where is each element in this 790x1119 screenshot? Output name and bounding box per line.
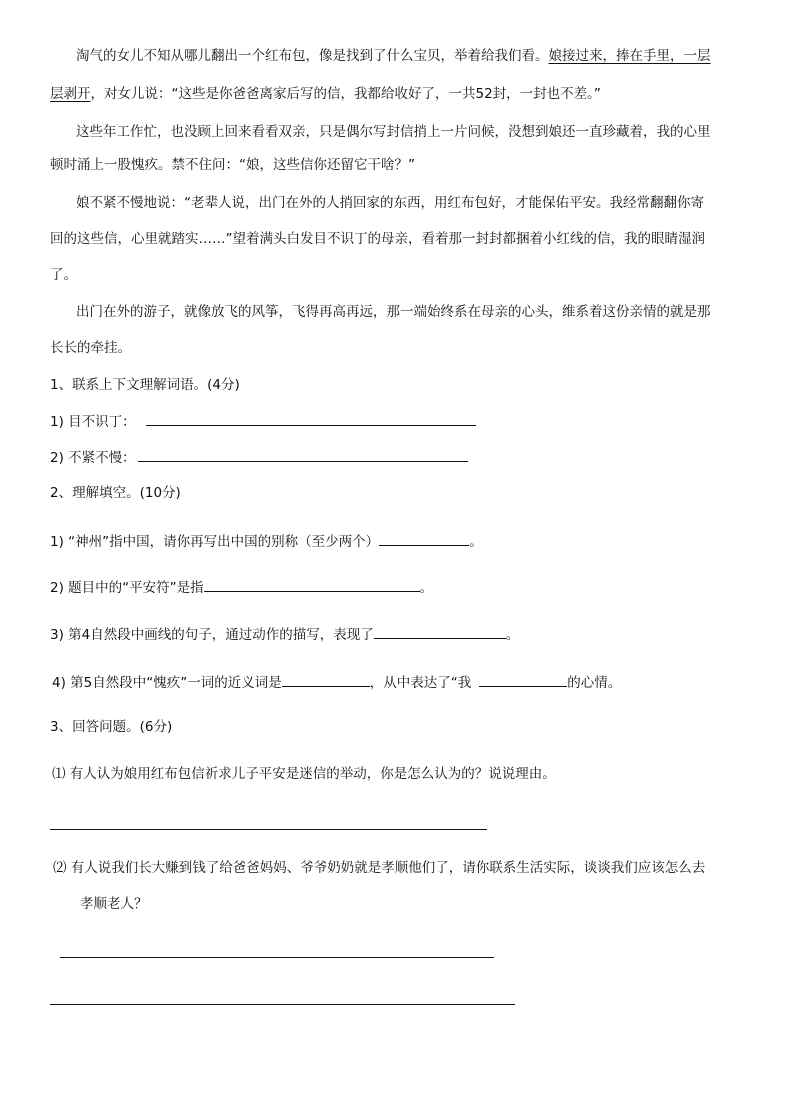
q3-item-a: ⑴ 有人认为娘用红布包信祈求儿子平安是迷信的举动，你是怎么认为的？说说理由。 <box>52 766 556 782</box>
passage-p3-line1: 娘不紧不慢地说：“老辈人说，出门在外的人捎回家的东西，用红布包好，才能保佑平安。我经常翻翻你寄 <box>76 195 704 211</box>
q2-heading: 2、理解填空。(10分) <box>50 485 181 501</box>
q2-c-end: 。 <box>505 627 520 643</box>
q2-d-end: 的心情。 <box>567 675 622 691</box>
q3-b-answer-line-2[interactable] <box>50 1004 515 1005</box>
q2-b-end: 。 <box>419 580 434 596</box>
q2-c-blank[interactable] <box>374 624 506 639</box>
q2-item-b <box>50 577 433 598</box>
underlined-sentence-cont: 层剥开 <box>50 86 91 102</box>
q1-item-a <box>50 411 476 432</box>
passage-p4-line1: 出门在外的游子，就像放飞的风筝，飞得再高再远，那一端始终系在母亲的心头，维系着这份亲情的就是那 <box>76 304 711 320</box>
q2-item-a <box>50 531 483 552</box>
q1-a-label: 1) 目不识丁： <box>50 414 136 430</box>
q1-b-label: 2) 不紧不慢： <box>50 450 136 466</box>
passage-p1-line2 <box>50 84 601 104</box>
q2-b-text: 2) 题目中的“平安符”是指 <box>50 580 204 596</box>
q2-d-mid: ，从中表达了“我 <box>369 675 472 691</box>
passage-p2-line2: 顿时涌上一股愧疚。禁不住问：“娘，这些信你还留它干啥？” <box>50 157 415 173</box>
q3-item-b-line2: 孝顺老人？ <box>80 896 148 912</box>
underlined-sentence: 娘接过来，捧在手里，一层 <box>548 48 711 64</box>
q2-d-blank-1[interactable] <box>282 672 370 687</box>
q2-item-c <box>50 624 519 645</box>
passage-text: 淘气的女儿不知从哪儿翻出一个红布包，像是找到了什么宝贝，举着给我们看。 <box>76 48 549 64</box>
passage-text: ，对女儿说：“这些是你爸爸离家后写的信，我都给收好了，一共52封，一封也不差。” <box>90 86 601 102</box>
q3-a-answer-line[interactable] <box>50 829 487 830</box>
q2-a-end: 。 <box>469 534 483 550</box>
q2-a-text: 1) “神州”指中国，请你再写出中国的别称（至少两个） <box>50 534 380 550</box>
q2-a-blank[interactable] <box>379 531 469 546</box>
q1-heading: 1、联系上下文理解词语。(4分) <box>50 377 240 393</box>
passage-p3-line2: 回的这些信，心里就踏实……”望着满头白发目不识丁的母亲，看着那一封封都捆着小红线的信，我的眼睛湿润 <box>50 231 705 247</box>
passage-p2-line1: 这些年工作忙，也没顾上回来看看双亲，只是偶尔写封信捎上一片问候，没想到娘还一直珍藏着，我的心里 <box>76 124 711 140</box>
q2-d-text: 4) 第5自然段中“愧疚”一词的近义词是 <box>52 675 282 691</box>
passage-p3-line3: 了。 <box>50 267 77 283</box>
q1-a-blank[interactable] <box>146 411 476 426</box>
q1-b-blank[interactable] <box>138 447 468 462</box>
q2-c-text: 3) 第4自然段中画线的句子，通过动作的描写，表现了 <box>50 627 374 643</box>
q1-item-b <box>50 447 468 468</box>
q2-item-d <box>52 672 621 693</box>
q3-b-answer-line-1[interactable] <box>60 957 494 958</box>
q3-heading: 3、回答问题。(6分) <box>50 719 173 735</box>
passage-p4-line2: 长长的牵挂。 <box>50 340 131 356</box>
q3-item-b-line1: ⑵ 有人说我们长大赚到钱了给爸爸妈妈、爷爷奶奶就是孝顺他们了，请你联系生活实际，谈谈我们应该怎么去 <box>53 860 706 876</box>
passage-p1-line1 <box>76 46 711 66</box>
q2-d-blank-2[interactable] <box>479 672 567 687</box>
q2-b-blank[interactable] <box>204 577 420 592</box>
